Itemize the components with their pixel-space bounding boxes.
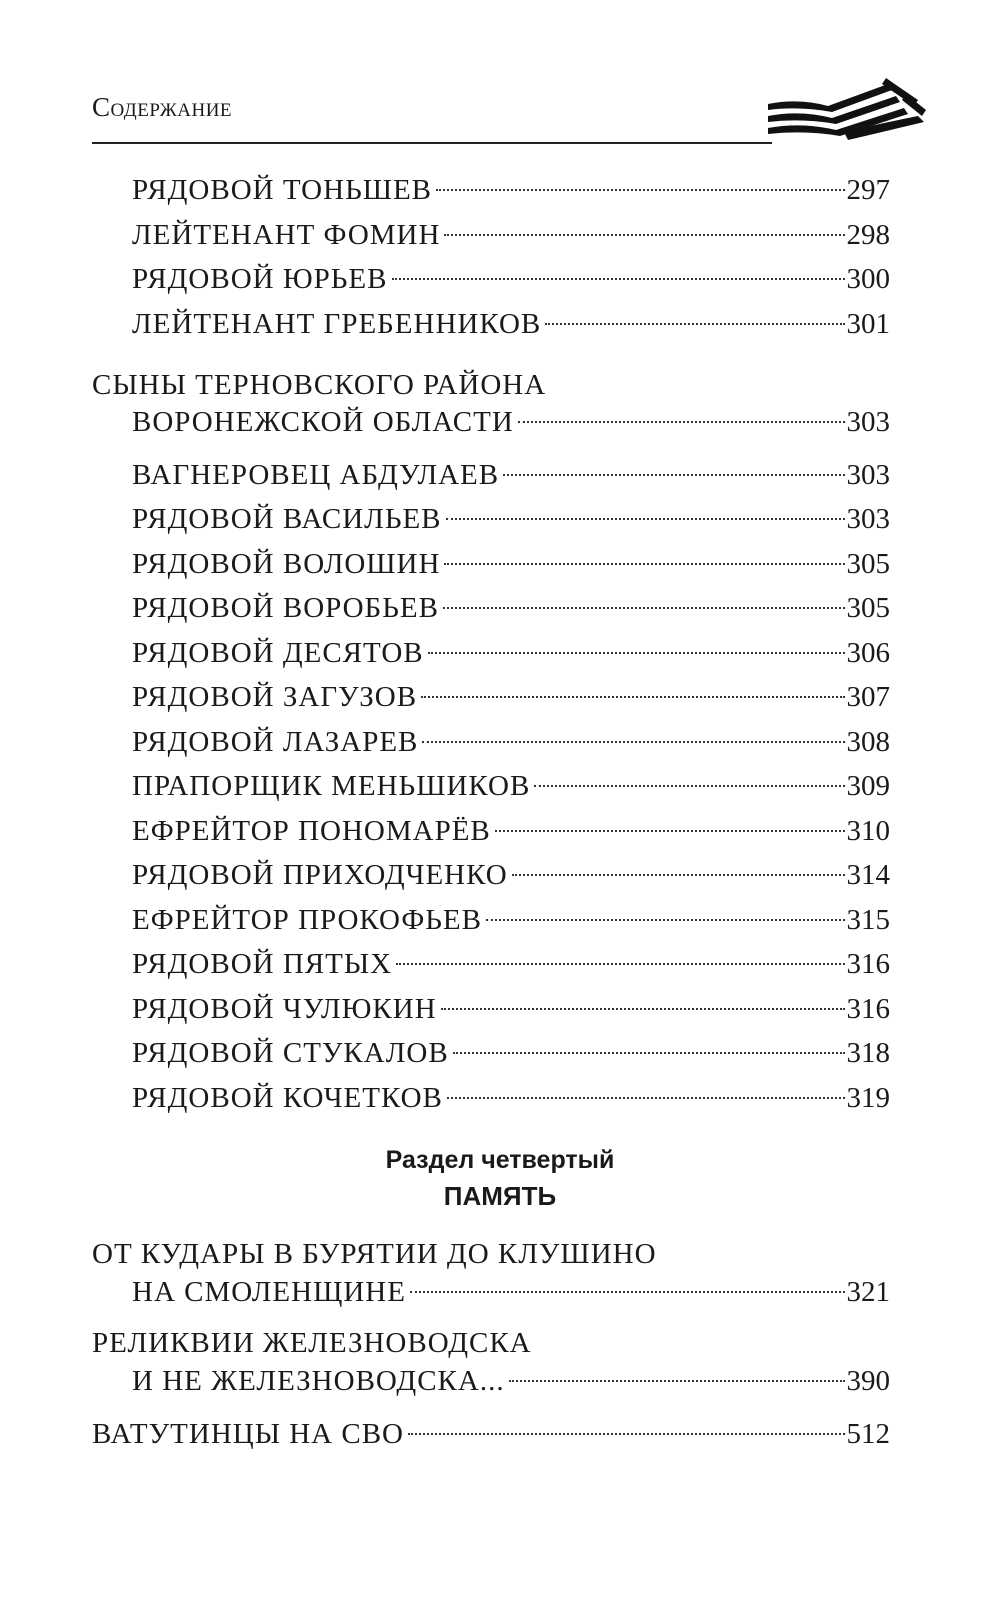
toc-leader [422, 741, 844, 743]
toc-entry-title: НА СМОЛЕНЩИНЕ [132, 1276, 406, 1308]
section-title: ПАМЯТЬ [443, 1181, 557, 1211]
toc-entry-title: ЛЕЙТЕНАНТ ФОМИН [132, 219, 441, 251]
toc-entry[interactable] [132, 1078, 890, 1118]
toc-entry[interactable] [132, 1361, 890, 1401]
toc-leader [428, 652, 845, 654]
toc-entry-page: 321 [846, 1276, 890, 1308]
toc-leader [503, 474, 844, 476]
toc-entry-title: РЯДОВОЙ ЗАГУЗОВ [132, 681, 418, 713]
toc-entry-page: 315 [846, 904, 890, 936]
toc-entry-title: РЯДОВОЙ ТОНЬШЕВ [132, 174, 433, 206]
toc-leader [486, 919, 845, 921]
toc-entry-title: РЯДОВОЙ ЧУЛЮКИН [132, 993, 437, 1025]
toc-entry[interactable] [132, 900, 890, 940]
toc-entry-page: 297 [846, 174, 890, 206]
toc-entry-line1[interactable]: РЕЛИКВИИ ЖЕЛЕЗНОВОДСКА [92, 1327, 532, 1359]
toc-entry-page: 316 [846, 993, 890, 1025]
toc-entry-title: ВАТУТИНЦЫ НА СВО [92, 1418, 405, 1450]
toc-entry[interactable] [132, 455, 890, 495]
toc-entry-title: РЯДОВОЙ ЮРЬЕВ [132, 263, 388, 295]
toc-entry[interactable] [132, 1272, 890, 1312]
toc-entry-page: 307 [846, 681, 890, 713]
running-header: Содержание [92, 92, 233, 122]
toc-entry-line1[interactable]: ОТ КУДАРЫ В БУРЯТИИ ДО КЛУШИНО [92, 1238, 657, 1270]
toc-leader [441, 1008, 845, 1010]
chapter-title-line1[interactable]: СЫНЫ ТЕРНОВСКОГО РАЙОНА [92, 369, 547, 401]
toc-leader [512, 874, 845, 876]
toc-leader [447, 1097, 845, 1099]
toc-entry-page: 298 [846, 219, 890, 251]
toc-entry-page: 305 [846, 548, 890, 580]
chapter-title-line2: ВОРОНЕЖСКОЙ ОБЛАСТИ [132, 406, 514, 438]
toc-entry-page: 300 [846, 263, 890, 295]
toc-entry[interactable] [132, 722, 890, 762]
toc-entry[interactable] [132, 304, 890, 344]
toc-entry[interactable] [132, 811, 890, 851]
toc-entry[interactable] [132, 259, 890, 299]
toc-leader [446, 518, 845, 520]
toc-entry[interactable] [132, 677, 890, 717]
toc-entry-page: 308 [846, 726, 890, 758]
toc-entry-title: РЯДОВОЙ КОЧЕТКОВ [132, 1082, 443, 1114]
toc-leader [453, 1052, 845, 1054]
toc-leader [408, 1433, 844, 1435]
toc-leader [396, 963, 844, 965]
toc-leader [534, 785, 844, 787]
toc-entry-title: ПРАПОРЩИК МЕНЬШИКОВ [132, 770, 531, 802]
toc-entry-title: РЯДОВОЙ СТУКАЛОВ [132, 1037, 449, 1069]
toc-entry[interactable] [92, 1414, 890, 1454]
toc-leader [518, 421, 845, 423]
toc-entry[interactable] [132, 215, 890, 255]
toc-entry-title: РЯДОВОЙ ВОРОБЬЕВ [132, 592, 439, 624]
toc-entry[interactable] [132, 170, 890, 210]
section-subtitle: Раздел четвертый [385, 1146, 615, 1174]
toc-entry-page: 512 [846, 1418, 890, 1450]
toc-entry-page: 310 [846, 815, 890, 847]
toc-entry[interactable] [132, 989, 890, 1029]
chapter-entry[interactable] [132, 402, 890, 442]
toc-entry[interactable] [132, 588, 890, 628]
toc-entry[interactable] [132, 633, 890, 673]
toc-leader [444, 563, 844, 565]
toc-entry-title: ВАГНЕРОВЕЦ АБДУЛАЕВ [132, 459, 500, 491]
toc-leader [421, 696, 844, 698]
toc-entry-title: РЯДОВОЙ ПЯТЫХ [132, 948, 393, 980]
toc-entry-title: РЯДОВОЙ ВАСИЛЬЕВ [132, 503, 442, 535]
toc-entry-title: ЕФРЕЙТОР ПРОКОФЬЕВ [132, 904, 482, 936]
toc-entry-page: 316 [846, 948, 890, 980]
toc-entry[interactable] [132, 544, 890, 584]
toc-entry-title: РЯДОВОЙ ВОЛОШИН [132, 548, 441, 580]
st-george-ribbon-icon [768, 76, 928, 146]
toc-entry[interactable] [132, 944, 890, 984]
toc-entry-page: 306 [846, 637, 890, 669]
toc-leader [444, 234, 844, 236]
toc-entry-page: 314 [846, 859, 890, 891]
header-rule [92, 142, 772, 144]
toc-entry-page: 309 [846, 770, 890, 802]
toc-leader [392, 278, 845, 280]
toc-entry[interactable] [132, 855, 890, 895]
toc-entry-page: 318 [846, 1037, 890, 1069]
toc-leader [545, 323, 844, 325]
toc-entry[interactable] [132, 499, 890, 539]
toc-entry-title: ЕФРЕЙТОР ПОНОМАРЁВ [132, 815, 491, 847]
toc-entry-page: 303 [846, 503, 890, 535]
toc-leader [509, 1380, 845, 1382]
toc-entry[interactable] [132, 766, 890, 806]
toc-entry-title: РЯДОВОЙ ДЕСЯТОВ [132, 637, 424, 669]
toc-leader [436, 189, 844, 191]
toc-leader [443, 607, 845, 609]
toc-leader [495, 830, 845, 832]
toc-entry-title: И НЕ ЖЕЛЕЗНОВОДСКА... [132, 1365, 505, 1397]
toc-entry[interactable] [132, 1033, 890, 1073]
toc-entry-page: 303 [846, 406, 890, 438]
toc-entry-title: ЛЕЙТЕНАНТ ГРЕБЕННИКОВ [132, 308, 542, 340]
toc-entry-page: 303 [846, 459, 890, 491]
toc-entry-page: 301 [846, 308, 890, 340]
toc-entry-title: РЯДОВОЙ ЛАЗАРЕВ [132, 726, 419, 758]
toc-entry-page: 319 [846, 1082, 890, 1114]
toc-entry-page: 305 [846, 592, 890, 624]
toc-entry-title: РЯДОВОЙ ПРИХОДЧЕНКО [132, 859, 508, 891]
toc-leader [410, 1291, 845, 1293]
toc-entry-page: 390 [846, 1365, 890, 1397]
